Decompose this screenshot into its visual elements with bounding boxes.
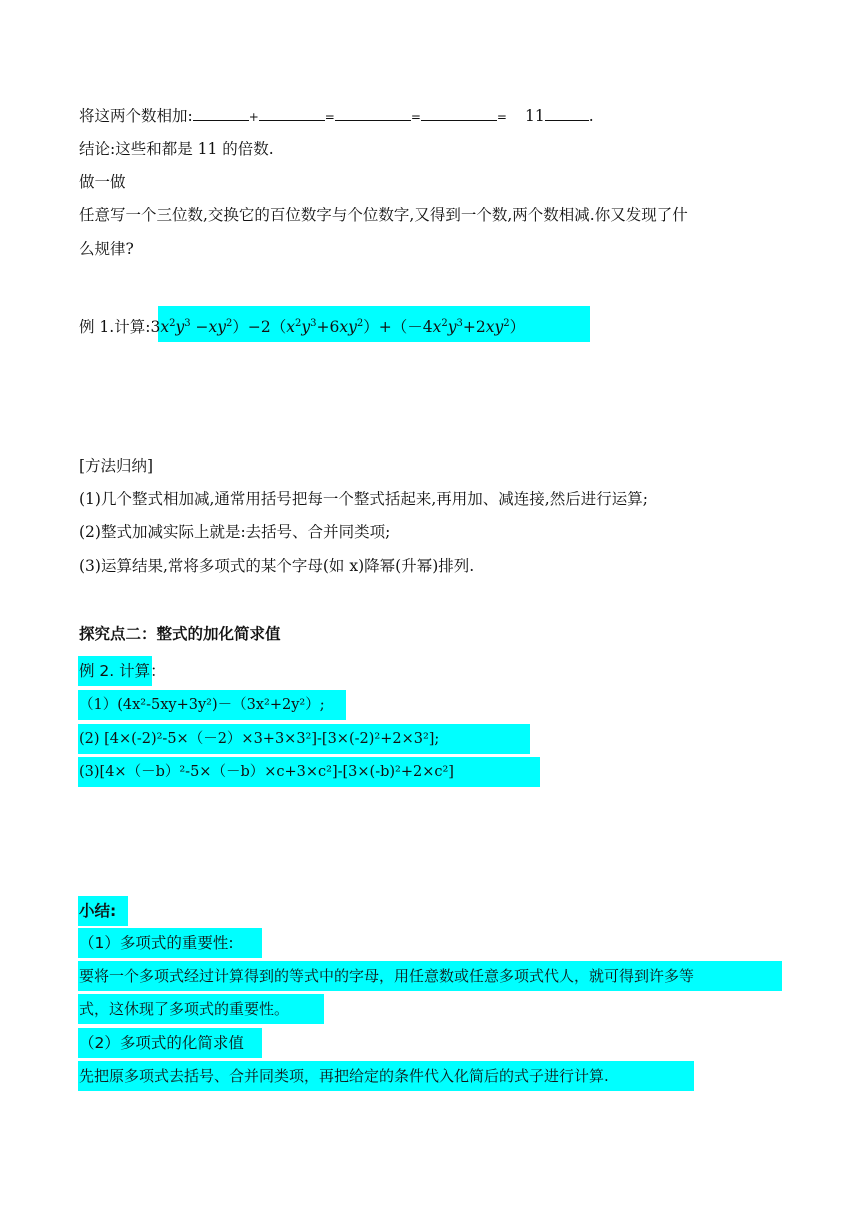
example1-label: 例 1.计算: [79, 318, 151, 336]
blank-4 [421, 105, 497, 121]
conclusion-text: 结论:这些和都是 11 的倍数. [79, 140, 274, 158]
summary-item-1-line-1: 要将一个多项式经过计算得到的等式中的字母，用任意数或任意多项式代人，就可得到许多等 [79, 967, 695, 985]
method-item-1: (1)几个整式相加减,通常用括号把每一个整式括起来,再用加、减连接,然后进行运算; [79, 490, 648, 508]
blank-1 [193, 105, 249, 121]
example1-formula: $3x^2y^3 -xy^2)-2(x^2y^3+6xy^2)+(-4x^2y^3+2xy^2)$ [150, 318, 526, 336]
section2-title: 探究点二：整式的加化简求值 [79, 625, 281, 643]
sum-line [79, 105, 594, 128]
try-line-2: 么规律? [79, 240, 134, 258]
summary-item-2-line: 先把原多项式去括号、合并同类项，再把给定的条件代入化简后的式子进行计算. [79, 1067, 609, 1085]
ex2-item-1: （1）(4x²-5xy+3y²)－（3x²+2y²）; [79, 697, 325, 713]
blank-5 [545, 105, 589, 121]
equals-sign-1: = [324, 110, 335, 124]
try-title: 做一做 [79, 173, 126, 191]
summary-title: 小结: [79, 902, 117, 920]
ex2-item-2: (2) [4×(-2)²-5×（－2）×3+3×3²]-[3×(-2)²+2×3²]; [79, 731, 440, 747]
method-title: [方法归纳] [79, 457, 154, 475]
blank-2 [259, 105, 325, 121]
summary-item-1-line-2: 式，这休现了多项式的重要性。 [79, 1000, 290, 1018]
sum-period: . [588, 107, 594, 125]
method-item-3: (3)运算结果,常将多项式的某个字母(如 x)降幂(升幂)排列. [79, 557, 475, 575]
ex2-item-3: (3)[4×（－b）²-5×（－b）×c+3×c²]-[3×(-b)²+2×c²] [79, 764, 454, 780]
blank-3 [335, 105, 411, 121]
method-item-2: (2)整式加减实际上就是:去括号、合并同类项; [79, 523, 391, 541]
sum-prefix: 将这两个数相加: [79, 107, 193, 125]
ex2-label: 例 2. 计算： [79, 662, 166, 680]
summary-item-2-title: （2）多项式的化简求值 [79, 1034, 244, 1052]
equals-sign-2: = [410, 110, 421, 124]
try-line-1: 任意写一个三位数,交换它的百位数字与个位数字,又得到一个数,两个数相减.你又发现了什 [79, 206, 688, 224]
eleven-text: 11 [524, 107, 545, 125]
example1-line [79, 313, 525, 338]
summary-item-1-title: （1）多项式的重要性: [79, 934, 234, 952]
equals-sign-3: = [496, 110, 507, 124]
plus-sign: + [248, 110, 259, 124]
